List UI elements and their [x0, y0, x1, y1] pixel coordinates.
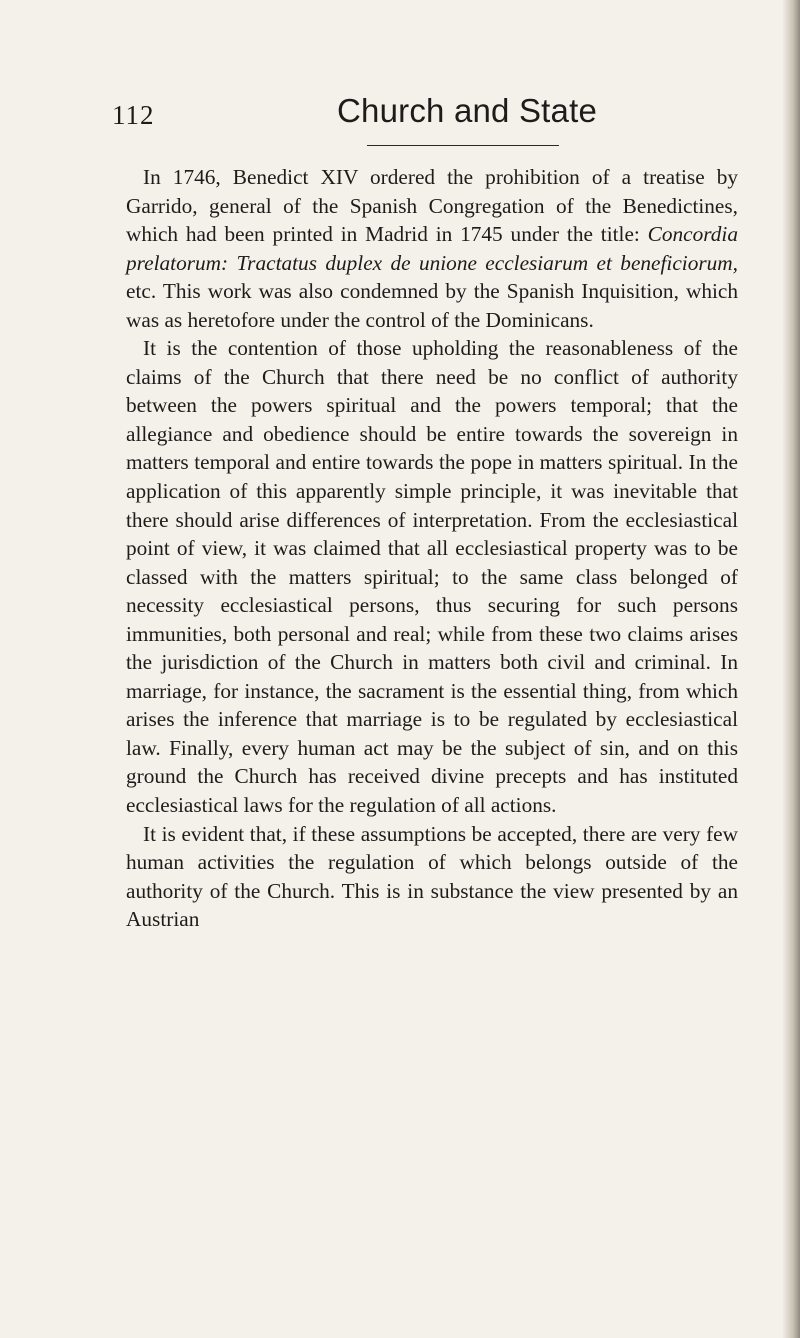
- paragraph-1-text-a: In 1746, Benedict XIV ordered the prohibition of a treatise by Garrido, general of the Spanish Congregation of the Benedictines, which had been printed in Madrid in 1745 under the title:: [126, 165, 738, 247]
- page-edge-shadow: [782, 0, 800, 1338]
- page-header: [112, 88, 732, 144]
- running-title: Church and State: [337, 92, 598, 129]
- paragraph-3: It is evident that, if these assumptions be accepted, there are very few human activities the regulation of which belongs outside of the authority of the Church. This is in substance the view presented by an Austrian: [126, 821, 738, 932]
- paragraph-1: [126, 163, 738, 334]
- paragraph-2: It is the contention of those upholding the reasonableness of the claims of the Church that there need be no conflict of authority between the powers spiritual and the powers temporal; that the allegiance and obedience should be entire towards the sovereign in matters temporal and entire towards the pope in matters spiritual. In the application of this apparently simple principle, it was inevitable that there should arise differences of interpretation. From the ecclesiastical point of view, it was claimed that all ecclesiastical property was to be classed with the matters spiritual; to the same class belonged of necessity ecclesiastical persons, thus securing for such persons immunities, both personal and real; while from these two claims arises the jurisdiction of the Church in matters both civil and criminal. In marriage, for instance, the sacrament is the essential thing, from which arises the inference that marriage is to be regulated by ecclesiastical law. Finally, every human act may be the subject of sin, and on this ground the Church has received divine precepts and has instituted ecclesiastical laws for the regulation of all actions.: [126, 336, 738, 818]
- body-text: [126, 163, 738, 934]
- paragraph-1-text-b: etc. This work was also condemned by the Spanish Inquisition, which was as heretofore under the control of the Dominicans.: [126, 279, 738, 332]
- page-number: 112: [112, 100, 155, 130]
- header-rule: [367, 145, 559, 146]
- paragraph-1-italic-title: Concordia prelatorum: Tractatus duplex de unione ecclesiarum et beneficiorum,: [126, 222, 738, 275]
